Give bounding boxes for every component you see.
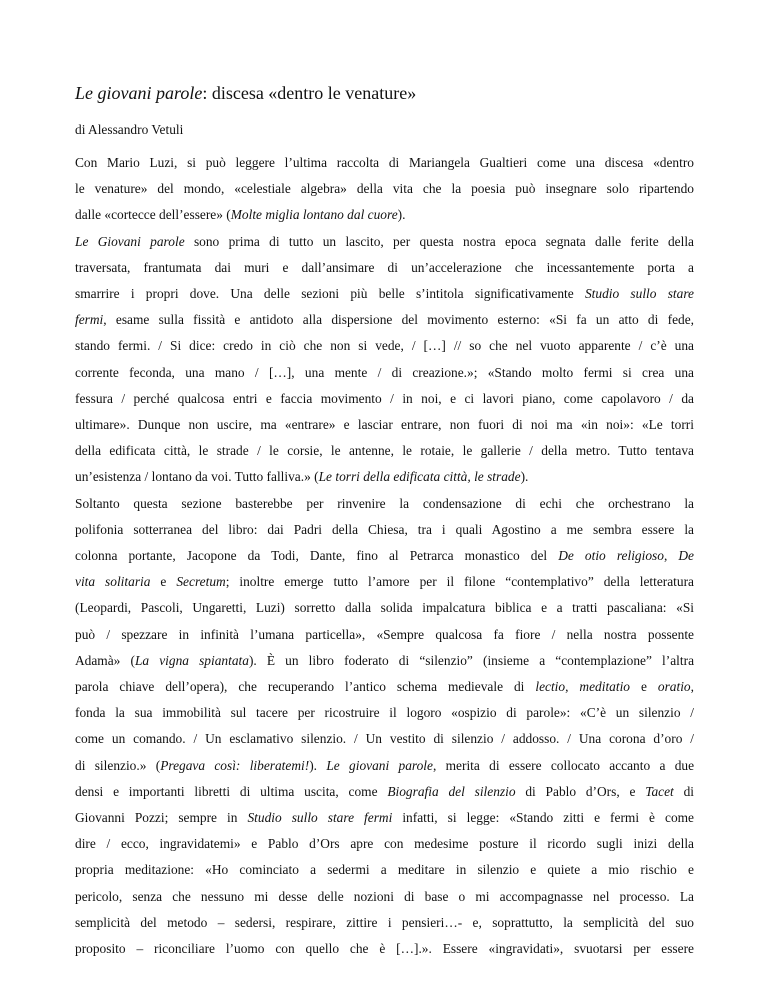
text-run: ; inoltre emerge tutto l’amore per il filone “contemplativo” della letteratura — [225, 574, 695, 590]
text-line — [75, 229, 694, 255]
text-run: traversata, frantumata dai muri e dall’ansimare di un’accelerazione che incessantemente porta a — [75, 259, 694, 275]
text-run: come un comando. / Un esclamativo silenzio. / Un vestito di silenzio / addosso. / Una corona d’oro / — [75, 731, 694, 747]
text-line — [75, 910, 694, 936]
text-line — [75, 255, 694, 281]
text-line — [75, 333, 694, 359]
text-run: (Leopardi, Pascoli, Ungaretti, Luzi) sorretto dalla solida impalcatura biblica e a tratti pascaliana: «Si — [75, 600, 694, 616]
italic-title-ref: fermi — [75, 312, 104, 328]
text-run: densi e importanti libretti di ultima uscita, come — [75, 783, 388, 799]
text-line — [75, 595, 694, 621]
text-line — [75, 491, 694, 517]
article-title — [75, 82, 695, 104]
text-run: corrente feconda, una mano / […], una mente / di creazione.»; «Stando molto fermi si crea una — [75, 364, 694, 380]
text-run: può / spezzare in infinità l’umana particella», «Sempre qualcosa fa fiore / nella nostra possente — [75, 626, 694, 642]
text-line — [75, 543, 694, 569]
italic-title-ref: Pregava così: liberatemi! — [160, 757, 310, 773]
text-line — [75, 648, 694, 674]
text-run: , — [663, 548, 679, 564]
text-line — [75, 831, 694, 857]
italic-title-ref: Le Giovani parole — [75, 233, 185, 249]
text-run: di Pablo d’Ors, e — [515, 783, 646, 799]
text-line — [75, 464, 694, 490]
text-line — [75, 517, 694, 543]
italic-title-ref: Studio sullo stare — [584, 286, 694, 302]
italic-title-ref: Tacet — [645, 783, 674, 799]
text-run: di silenzio.» ( — [75, 757, 161, 773]
text-run: e — [630, 679, 658, 695]
text-run: proposito – riconciliare l’uomo con quello che è […].». Essere «ingravidati», svuotarsi per essere — [75, 941, 694, 957]
text-run: dire / ecco, ingravidatemi» e Pablo d’Ors apre con medesime posture il ricordo sugli inizi della — [75, 836, 694, 852]
text-line — [75, 438, 694, 464]
text-run: , — [690, 679, 694, 695]
text-line — [75, 884, 694, 910]
text-line — [75, 202, 694, 228]
italic-title-ref: Biografia del silenzio — [387, 783, 516, 799]
italic-title-ref: meditatio — [579, 679, 631, 695]
text-run: Con Mario Luzi, si può leggere l’ultima raccolta di Mariangela Gualtieri come una discesa «dentro — [75, 155, 694, 170]
article-body — [75, 150, 694, 962]
text-run: , esame sulla fissità e antidoto alla dispersione del movimento esterno: «Si fa un atto di fede, — [103, 312, 694, 328]
text-line — [75, 281, 694, 307]
text-run: ). — [309, 757, 327, 773]
text-line — [75, 307, 694, 333]
text-line — [75, 622, 694, 648]
text-run: polifonia sotterranea del libro: dai Padri della Chiesa, tra i quali Agostino a me sembra essere la — [75, 521, 694, 537]
text-run: sono prima di tutto un lascito, per questa nostra epoca segnata dalle ferite della — [184, 233, 694, 249]
text-run: stando fermi. / Si dice: credo in ciò che non si vede, / […] // so che nel vuoto apparente / c’è una — [75, 338, 694, 354]
text-run: ultimare». Dunque non uscire, ma «entrare» e lasciar entrare, non fuori di noi ma «in noi»: «Le torri — [75, 417, 694, 433]
italic-title-ref: Studio sullo stare fermi — [247, 810, 393, 826]
title-rest: : discesa «dentro le venature» — [202, 83, 417, 103]
text-line — [75, 805, 694, 831]
text-line — [75, 779, 694, 805]
text-line — [75, 857, 694, 883]
text-run: le venature» del mondo, «celestiale algebra» della vita che la poesia può insegnare solo ripartendo — [75, 181, 694, 197]
text-run: Soltanto questa sezione basterebbe per rinvenire la condensazione di echi che orchestrano la — [75, 495, 694, 511]
text-run: colonna portante, Jacopone da Todi, Dante, fino al Petrarca monastico del — [75, 548, 559, 564]
text-run: parola chiave dell’opera), che recuperando l’antico schema medievale di — [75, 679, 536, 695]
italic-title-ref: Le torri della edificata città, le strade — [318, 469, 521, 485]
text-run: dalle «cortecce dell’essere» ( — [75, 207, 231, 223]
text-run: ). — [397, 207, 406, 223]
italic-title-ref: La vigna spiantata — [134, 652, 249, 668]
text-line — [75, 412, 694, 438]
text-run: propria meditazione: «Ho cominciato a sedermi a meditare in silenzio e quiete a mio rischio e — [75, 862, 694, 878]
italic-title-ref: De otio religioso — [558, 548, 664, 564]
italic-title-ref: Secretum — [176, 574, 226, 590]
text-run: , merita di essere collocato accanto a due — [432, 757, 695, 773]
title-italic: Le giovani parole — [75, 83, 203, 103]
text-run: e — [150, 574, 177, 590]
text-run: infatti, si legge: «Stando zitti e fermi è come — [392, 810, 695, 826]
text-run: , — [565, 679, 580, 695]
text-run: di — [673, 783, 694, 799]
text-run: Giovanni Pozzi; sempre in — [75, 810, 248, 826]
text-line — [75, 386, 694, 412]
text-run: pericolo, senza che nessuno mi desse delle nozioni di base o mi accompagnasse nel processo. La — [75, 888, 694, 904]
text-line — [75, 176, 694, 202]
text-run: Adamà» ( — [75, 652, 135, 668]
italic-title-ref: lectio — [535, 679, 566, 695]
text-line — [75, 936, 694, 962]
text-line — [75, 569, 694, 595]
text-run: smarrire i propri dove. Una delle sezioni più belle s’intitola significativamente — [75, 286, 585, 302]
italic-title-ref: Le giovani parole — [326, 757, 433, 773]
text-run: un’esistenza / lontano da voi. Tutto falliva.» ( — [75, 469, 319, 485]
text-line — [75, 150, 694, 176]
text-run: semplicità del metodo – sedersi, respirare, zittire i pensieri…- e, soprattutto, la semplicità del suo — [75, 914, 694, 930]
text-run: ). È un libro foderato di “silenzio” (insieme a “contemplazione” l’altra — [248, 652, 695, 668]
author-line: di Alessandro Vetuli — [75, 122, 184, 137]
text-line — [75, 726, 694, 752]
italic-title-ref: oratio — [657, 679, 691, 695]
italic-title-ref: De — [678, 548, 694, 564]
text-run: ). — [520, 469, 529, 485]
text-run: fessura / perché qualcosa entri e faccia movimento / in noi, e ci lavori piano, come capolavoro / da — [75, 390, 694, 406]
italic-title-ref: Molte miglia lontano dal cuore — [230, 207, 398, 223]
italic-title-ref: vita solitaria — [75, 574, 151, 590]
text-line — [75, 674, 694, 700]
text-run: fonda la sua immobilità sul tacere per ricostruire il logoro «ospizio di parole»: «C’è un silenzio / — [75, 705, 694, 721]
text-line — [75, 700, 694, 726]
text-run: della edificata città, le strade / le corsie, le antenne, le rotaie, le gallerie / della metro. Tutto tentava — [75, 443, 694, 459]
text-line — [75, 753, 694, 779]
text-line — [75, 360, 694, 386]
